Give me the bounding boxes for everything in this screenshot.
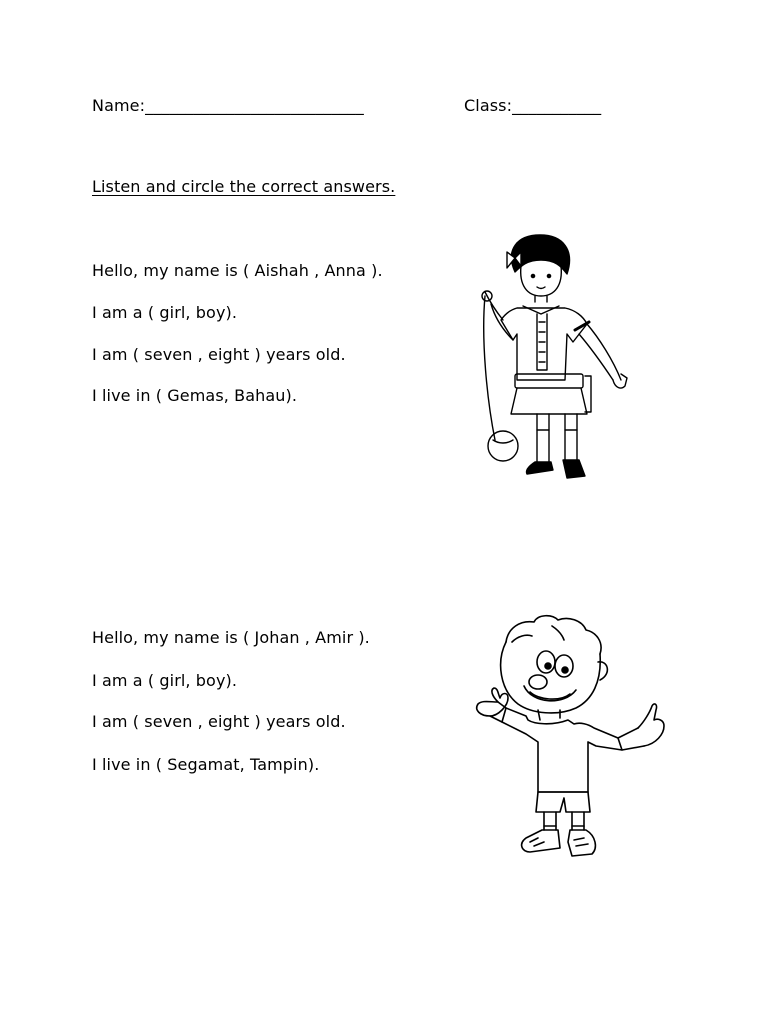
section1-line-name: Hello, my name is ( Aishah , Anna ). <box>92 261 383 280</box>
section1-line-gender: I am a ( girl, boy). <box>92 303 238 322</box>
section1-line-location: I live in ( Gemas, Bahau). <box>92 386 298 405</box>
section2-line-gender: I am a ( girl, boy). <box>92 671 238 690</box>
class-field-label: Class:___________ <box>464 96 602 115</box>
name-field-label: Name:___________________________ <box>92 96 364 115</box>
section1-line-age: I am ( seven , eight ) years old. <box>92 345 346 364</box>
instruction-text: Listen and circle the correct answers. <box>92 177 396 196</box>
girl-with-yoyo-icon <box>455 230 640 492</box>
boy-waving-icon <box>468 612 668 866</box>
section2-line-age: I am ( seven , eight ) years old. <box>92 712 346 731</box>
section2-line-name: Hello, my name is ( Johan , Amir ). <box>92 628 370 647</box>
section2-line-location: I live in ( Segamat, Tampin). <box>92 755 320 774</box>
